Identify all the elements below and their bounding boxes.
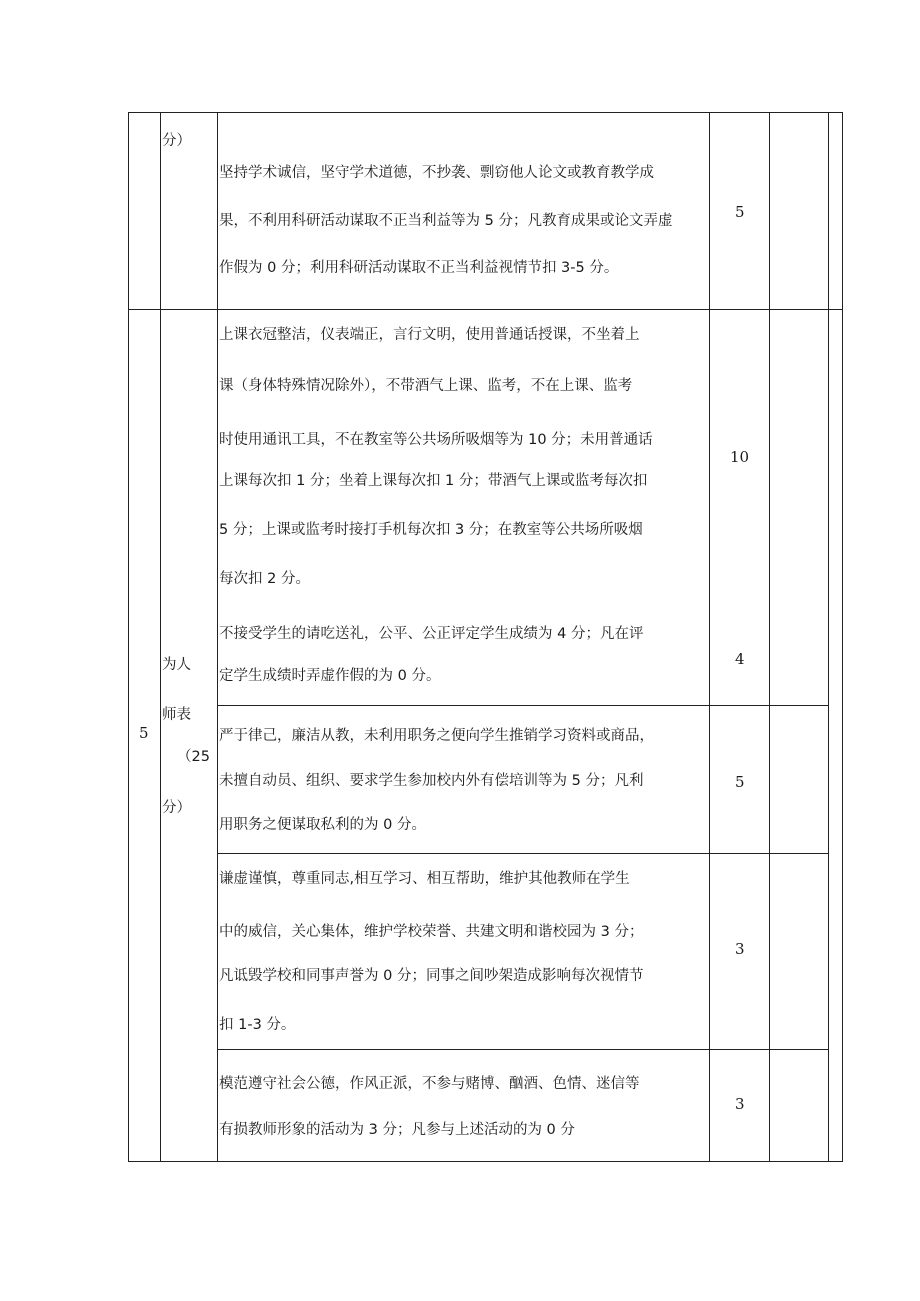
score-value: 10 bbox=[730, 448, 750, 466]
criteria-line: 不接受学生的请吃送礼，公平、公正评定学生成绩为 4 分；凡在评 bbox=[219, 626, 644, 642]
column-divider-3 bbox=[709, 112, 710, 1162]
criteria-line: 有损教师形象的活动为 3 分；凡参与上述活动的为 0 分 bbox=[219, 1122, 575, 1138]
table-border-bottom bbox=[128, 1161, 843, 1162]
criteria-line: 定学生成绩时弄虚作假的为 0 分。 bbox=[219, 668, 441, 684]
category-label: 分） bbox=[162, 800, 191, 816]
row-index: 5 bbox=[139, 724, 149, 742]
row-divider-main bbox=[128, 309, 843, 310]
column-divider-1 bbox=[160, 112, 161, 1162]
criteria-line: 课（身体特殊情况除外），不带酒气上课、监考，不在上课、监考 bbox=[219, 378, 633, 394]
category-label: （25 bbox=[177, 749, 210, 765]
criteria-line: 中的威信，关心集体，维护学校荣誉、共建文明和谐校园为 3 分； bbox=[219, 924, 644, 940]
criteria-line: 5 分；上课或监考时接打手机每次扣 3 分；在教室等公共场所吸烟 bbox=[219, 522, 643, 538]
table-border-right bbox=[842, 112, 843, 1162]
criteria-line: 坚持学术诚信，坚守学术道德，不抄袭、剽窃他人论文或教育教学成 bbox=[219, 165, 654, 181]
score-value: 5 bbox=[735, 203, 745, 221]
criteria-line: 模范遵守社会公德，作风正派，不参与赌博、酗酒、色情、迷信等 bbox=[219, 1076, 640, 1092]
column-divider-4 bbox=[769, 112, 770, 1162]
category-label: 师表 bbox=[162, 707, 191, 723]
category-fragment: 分） bbox=[162, 133, 191, 149]
row-divider-item-3 bbox=[217, 705, 829, 706]
row-divider-item-5 bbox=[217, 1049, 829, 1050]
table-border-left bbox=[128, 112, 129, 1162]
score-value: 3 bbox=[735, 940, 745, 958]
criteria-line: 果，不利用科研活动谋取不正当利益等为 5 分；凡教育成果或论文弄虚 bbox=[219, 213, 673, 229]
criteria-line: 时使用通讯工具，不在教室等公共场所吸烟等为 10 分；未用普通话 bbox=[219, 432, 653, 448]
score-value: 3 bbox=[735, 1095, 745, 1113]
criteria-line: 作假为 0 分；利用科研活动谋取不正当利益视情节扣 3-5 分。 bbox=[219, 260, 619, 276]
table-border-top bbox=[128, 112, 843, 113]
criteria-line: 严于律己，廉洁从教，未利用职务之便向学生推销学习资料或商品， bbox=[219, 728, 654, 744]
column-divider-2 bbox=[217, 112, 218, 1162]
criteria-line: 凡诋毁学校和同事声誉为 0 分；同事之间吵架造成影响每次视情节 bbox=[219, 968, 644, 984]
score-value: 4 bbox=[735, 650, 745, 668]
criteria-line: 扣 1-3 分。 bbox=[219, 1017, 296, 1033]
row-divider-item-4 bbox=[217, 853, 829, 854]
criteria-line: 谦虚谨慎，尊重同志,相互学习、相互帮助，维护其他教师在学生 bbox=[219, 871, 630, 887]
criteria-line: 每次扣 2 分。 bbox=[219, 571, 310, 587]
score-value: 5 bbox=[735, 773, 745, 791]
criteria-line: 上课每次扣 1 分；坐着上课每次扣 1 分；带酒气上课或监考每次扣 bbox=[219, 473, 648, 489]
criteria-line: 未擅自动员、组织、要求学生参加校内外有偿培训等为 5 分；凡利 bbox=[219, 773, 644, 789]
criteria-line: 上课衣冠整洁，仪表端正，言行文明，使用普通话授课，不坐着上 bbox=[219, 327, 640, 343]
column-divider-5 bbox=[828, 112, 829, 1162]
criteria-line: 用职务之便谋取私利的为 0 分。 bbox=[219, 817, 426, 833]
category-label: 为人 bbox=[162, 657, 191, 673]
